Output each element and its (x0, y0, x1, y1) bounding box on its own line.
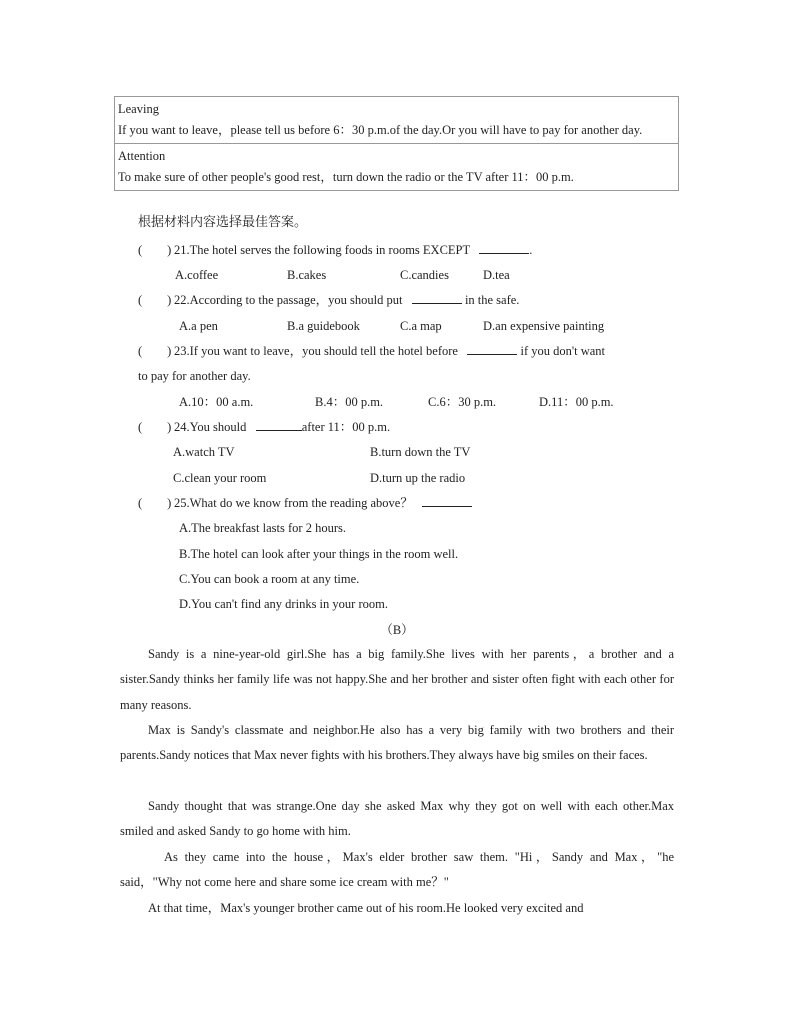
option-c: C.You can book a room at any time. (179, 572, 360, 586)
question-number: 23. (174, 344, 190, 358)
answer-paren: ( ) (138, 496, 172, 510)
option-b: B.4：00 p.m. (315, 395, 384, 409)
answer-blank (256, 418, 302, 431)
option-b: B.a guidebook (287, 319, 360, 333)
option-a: A.coffee (175, 268, 219, 282)
question-21 (138, 241, 532, 259)
passage-paragraph: Sandy is a nine-year-old girl.She has a big family.She lives with her parents，a brother and a sister.Sandy thinks her family life was not happy.She and her brother and sister often fight with each other for many reasons. (120, 647, 674, 712)
question-number: 24. (174, 420, 190, 434)
option-d: D.tea (483, 268, 510, 282)
table-cell (115, 97, 679, 144)
section-label: （B） (380, 623, 414, 637)
passage-paragraph: Max is Sandy's classmate and neighbor.He also has a very big family with two brothers and their parents.Sandy notices that Max never fights with his brothers.They always have big smiles on their faces. (120, 723, 674, 763)
answer-blank (479, 241, 529, 254)
question-text: What do we know from the reading above？ (189, 496, 413, 510)
question-text: If you want to leave，you should tell the hotel before (189, 344, 458, 358)
option-b: B.cakes (287, 268, 327, 282)
option-c: C.candies (400, 268, 449, 282)
passage-paragraph: At that time，Max's younger brother came out of his room.He looked very excited and (148, 901, 584, 915)
row-title: Attention (118, 149, 166, 163)
answer-paren: ( ) (138, 293, 172, 307)
question-after-blank: . (529, 243, 533, 257)
option-a: A.The breakfast lasts for 2 hours. (179, 521, 346, 535)
option-c: C.clean your room (173, 471, 267, 485)
option-d: D.turn up the radio (370, 471, 466, 485)
instruction: 根据材料内容选择最佳答案。 (138, 215, 308, 230)
option-d: D.an expensive painting (483, 319, 605, 333)
question-23 (138, 342, 605, 360)
option-b: B.The hotel can look after your things in the room well. (179, 547, 459, 561)
table-row (115, 144, 679, 191)
option-a: A.10：00 a.m. (179, 395, 254, 409)
option-a: A.watch TV (173, 445, 235, 459)
answer-paren: ( ) (138, 420, 172, 434)
option-d: D.You can't find any drinks in your room. (179, 597, 388, 611)
question-number: 22. (174, 293, 190, 307)
passage-paragraph: Sandy thought that was strange.One day she asked Max why they got on well with each other.Max smiled and asked Sandy to go home with him. (120, 799, 674, 839)
question-24 (138, 418, 390, 436)
question-22 (138, 291, 519, 309)
answer-blank (422, 494, 472, 507)
question-text: According to the passage，you should put (189, 293, 403, 307)
question-after-blank: if you don't want (520, 344, 606, 358)
option-a: A.a pen (179, 319, 218, 333)
answer-blank (412, 291, 462, 304)
question-number: 21. (174, 243, 190, 257)
answer-paren: ( ) (138, 344, 172, 358)
option-d: D.11：00 p.m. (539, 395, 614, 409)
option-c: C.6：30 p.m. (428, 395, 497, 409)
question-after-blank: after 11：00 p.m. (301, 420, 391, 434)
question-text: You should (189, 420, 247, 434)
answer-paren: ( ) (138, 243, 172, 257)
question-number: 25. (174, 496, 190, 510)
row-title: Leaving (118, 102, 159, 116)
table-cell (115, 144, 679, 191)
row-text: If you want to leave，please tell us before 6：30 p.m.of the day.Or you will have to pay for another day. (118, 123, 643, 137)
table-row (115, 97, 679, 144)
question-after-blank: in the safe. (464, 293, 520, 307)
option-c: C.a map (400, 319, 442, 333)
question-25 (138, 494, 472, 512)
passage-paragraph: As they came into the house，Max's elder brother saw them. "Hi，Sandy and Max，"he said，"Why not come here and share some ice cream with me？" (120, 850, 674, 890)
question-text: The hotel serves the following foods in rooms EXCEPT (189, 243, 470, 257)
question-continuation: to pay for another day. (138, 369, 251, 383)
hotel-notice-table (114, 96, 679, 191)
answer-blank (467, 342, 517, 355)
option-b: B.turn down the TV (370, 445, 471, 459)
row-text: To make sure of other people's good rest，turn down the radio or the TV after 11：00 p.m. (118, 170, 574, 184)
